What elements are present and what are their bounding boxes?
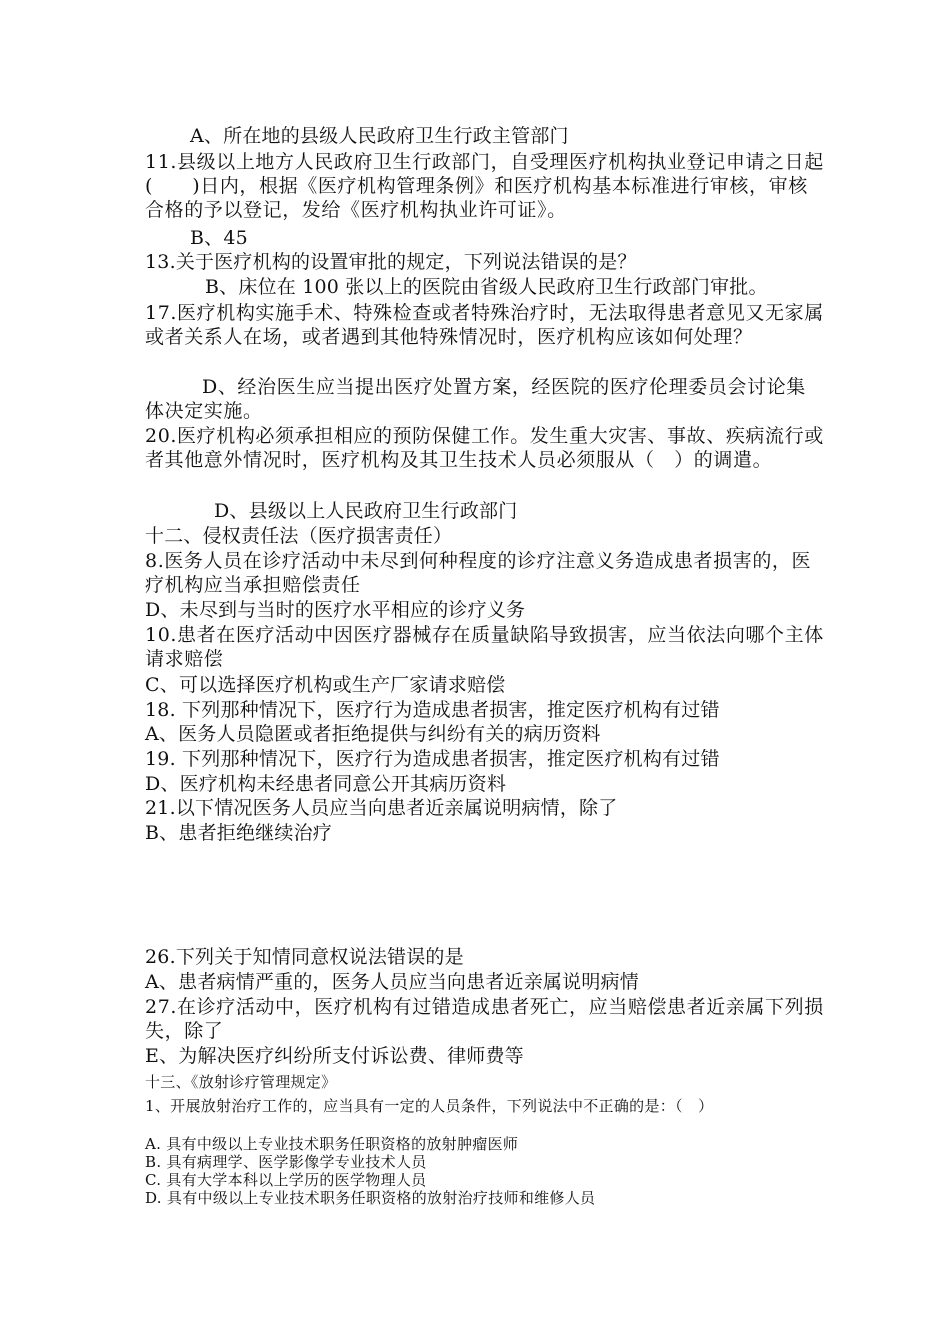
question-18: 18. 下列那种情况下，医疗行为造成患者损害，推定医疗机构有过错 (145, 699, 720, 721)
question-radiotherapy-1: 1、开展放射治疗工作的，应当具有一定的人员条件，下列说法中不正确的是：（ ） (145, 1097, 714, 1115)
option-d-technicians: D. 具有中级以上专业技术职务任职资格的放射治疗技师和维修人员 (145, 1189, 596, 1207)
question-8: 8.医务人员在诊疗活动中未尽到何种程度的诊疗注意义务造成患者损害的，医疗机构应当承担赔偿责任 (145, 550, 812, 596)
answer-a-hide-records: A、医务人员隐匿或者拒绝提供与纠纷有关的病历资料 (145, 723, 601, 745)
answer-e-litigation-fees: E、为解决医疗纠纷所支付诉讼费、律师费等 (145, 1045, 524, 1067)
answer-c-choose-party: C、可以选择医疗机构或生产厂家请求赔偿 (145, 674, 506, 696)
question-21: 21.以下情况医务人员应当向患者近亲属说明病情，除了 (145, 797, 618, 819)
answer-b-refuse-treatment: B、患者拒绝继续治疗 (145, 822, 332, 844)
question-10: 10.患者在医疗活动中因医疗器械存在质量缺陷导致损害，应当依法向哪个主体请求赔偿 (145, 624, 824, 670)
answer-b-100-beds: B、床位在 100 张以上的医院由省级人民政府卫生行政部门审批。 (205, 276, 768, 298)
question-13: 13.关于医疗机构的设置审批的规定，下列说法错误的是？ (145, 251, 637, 273)
answer-d-ethics-committee: D、经治医生应当提出医疗处置方案，经医院的医疗伦理委员会讨论集体决定实施。 (145, 376, 806, 422)
answer-d-duty-of-care: D、未尽到与当时的医疗水平相应的诊疗义务 (145, 599, 526, 621)
section-12-heading: 十二、侵权责任法（医疗损害责任） (145, 525, 453, 547)
option-a-oncologist: A. 具有中级以上专业技术职务任职资格的放射肿瘤医师 (145, 1135, 519, 1153)
question-26: 26.下列关于知情同意权说法错误的是 (145, 946, 464, 968)
question-11: 11.县级以上地方人民政府卫生行政部门，自受理医疗机构执业登记申请之日起( )日内，根据《医疗机构管理条例》和医疗机构基本标准进行审核，审核合格的予以登记，发给《医疗机构执业许可证》。 (145, 151, 824, 221)
question-20: 20.医疗机构必须承担相应的预防保健工作。发生重大灾害、事故、疾病流行或者其他意外情况时，医疗机构及其卫生技术人员必须服从（ ）的调遣。 (145, 425, 824, 471)
question-27: 27.在诊疗活动中，医疗机构有过错造成患者死亡，应当赔偿患者近亲属下列损失，除了 (145, 996, 824, 1042)
answer-a-serious-condition: A、患者病情严重的，医务人员应当向患者近亲属说明病情 (145, 971, 639, 993)
answer-d-disclose-records: D、医疗机构未经患者同意公开其病历资料 (145, 773, 507, 795)
option-b-pathology: B. 具有病理学、医学影像学专业技术人员 (145, 1153, 427, 1171)
section-13-heading: 十三、《放射诊疗管理规定》 (145, 1073, 337, 1091)
option-c-medical-physics: C. 具有大学本科以上学历的医学物理人员 (145, 1171, 427, 1189)
question-19: 19. 下列那种情况下，医疗行为造成患者损害，推定医疗机构有过错 (145, 748, 720, 770)
answer-b-45: B、45 (190, 227, 248, 249)
question-17: 17.医疗机构实施手术、特殊检查或者特殊治疗时，无法取得患者意见又无家属或者关系人在场，或者遇到其他特殊情况时，医疗机构应该如何处理？ (145, 302, 824, 348)
answer-d-county-health-dept: D、县级以上人民政府卫生行政部门 (214, 500, 518, 522)
answer-a-county-dept: A、所在地的县级人民政府卫生行政主管部门 (190, 125, 569, 147)
